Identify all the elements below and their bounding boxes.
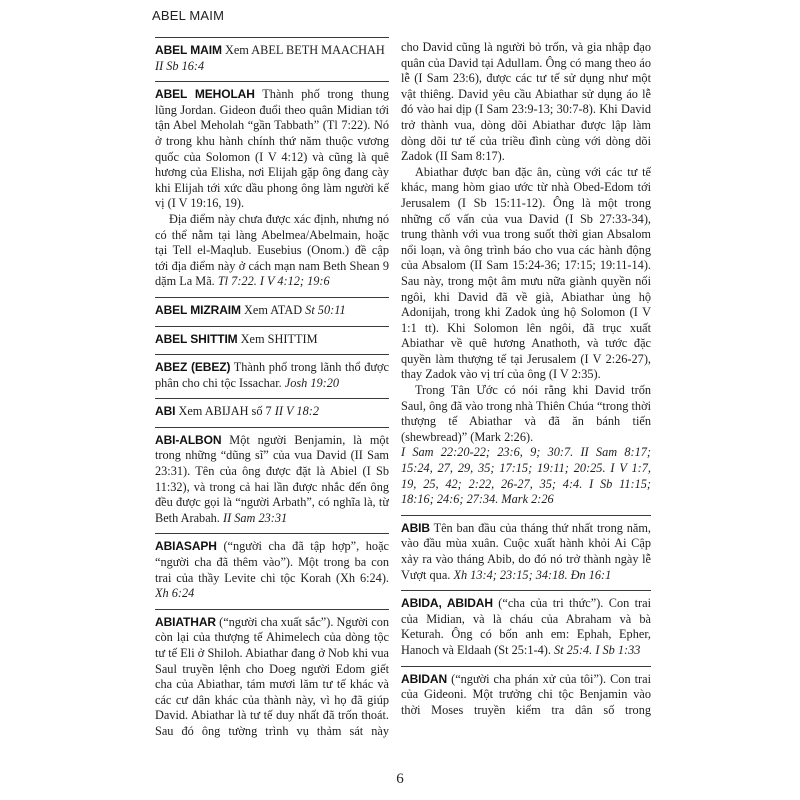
dictionary-entry-abiathar — [155, 609, 389, 740]
entry-paragraph — [155, 303, 389, 319]
dictionary-entry-abel-meholah — [155, 81, 389, 290]
dictionary-entry-abiathar-continued — [401, 40, 651, 508]
entry-paragraph — [155, 433, 389, 527]
definition-text: Abiathar được ban đặc ân, cùng với các tư tế khác, mang hòm giao ước từ nhà Obed-Edom tới Jerusalem (I Sb 15:11-12). Ông là một trong những cố vấn của vua David (I Sb 27:33-34), trung thành với vua trong suốt thời gian Absalom nổi loạn, và ông trình báo cho vua các hành động của Absalom (II Sam 15:24-36; 17:15; 19:11-14). Sau này, trong một âm mưu nữa giành quyền nối ngôi, khi David đã về già, Abiathar ủng hộ Adonijah, trong khi Zadok ủng hộ Solomon (I V 1:1 tt). Khi Solomon lên ngôi, đã trục xuất Abiathar về quê hương Anathoth, và tước đặc quyền làm thượng tế tại Jerusalem (I V 2:26-27), thay Zadok vào vị trí của ông (I V 2:35). — [401, 164, 651, 382]
entry-paragraph — [155, 615, 389, 740]
page-number: 6 — [396, 771, 404, 787]
definition-text: Địa điểm này chưa được xác định, nhưng nó có thể nằm tại làng Abelmea/Abelmain, hoặc tại Tell el-Maqlub. Eusebius (Onom.) đề cập tới địa điểm này ở cách mạn nam Beth Shean 9 dặm La Mã. — [155, 211, 389, 289]
dictionary-entry-abiasaph — [155, 533, 389, 601]
headword: ABEL MAIM — [155, 43, 222, 57]
scripture-references: II Sam 23:31 — [222, 510, 288, 525]
headword: ABEL SHITTIM — [155, 331, 238, 346]
headword: ABIB — [401, 520, 430, 535]
scripture-references: Josh 19:20 — [284, 375, 340, 390]
definition-text: (“người cha xuất sắc”). Người con còn lại của thượng tế Ahimelech của dòng tộc tư tế Eli ở Shiloh. Abiathar đang ở Nob khi vua Saul truyền lệnh cho Doeg người Edom giết cha của Abiathar, tám mươi lăm tư tế khác và các cư dân khác của thành này, vì họ đã giúp David. Abiathar là tư tế duy nhất đã trốn thoát. Sau đó ông tường trình vụ thảm sát này — [155, 614, 389, 738]
definition-text: Xem ABEL BETH MAACHAH — [224, 43, 385, 57]
headword: ABIATHAR — [155, 614, 216, 629]
definition-text: (“người cha phán xử của tôi”). Con trai của Gideoni. Một trưởng chi tộc Benjamin vào thời Moses truyền kiểm tra dân số trong — [401, 671, 651, 717]
definition-text: Xem ATAD — [243, 302, 303, 317]
scripture-references: St 25:4. I Sb 1:33 — [554, 642, 641, 657]
right-column — [401, 40, 651, 764]
headword: ABI-ALBON — [155, 432, 222, 447]
dictionary-entry-abi-albon — [155, 427, 389, 527]
entry-paragraph — [401, 40, 651, 165]
entry-paragraph — [401, 672, 651, 719]
entry-paragraph — [155, 332, 389, 348]
left-column — [155, 37, 389, 764]
dictionary-entry-abidan — [401, 666, 651, 719]
headword: ABEL MIZRAIM — [155, 302, 241, 317]
entry-paragraph — [155, 43, 389, 74]
scripture-references: Tl 7:22. I V 4:12; 19:6 — [217, 274, 330, 289]
scripture-references: Xh 13:4; 23:15; 34:18. Đn 16:1 — [453, 567, 612, 582]
definition-text: Xem ABIJAH số 7 — [178, 404, 272, 419]
headword: ABEZ (EBEZ) — [155, 360, 231, 375]
dictionary-entry-abel-shittim — [155, 326, 389, 348]
headword: ABEL MEHOLAH — [155, 87, 255, 102]
entry-paragraph — [401, 521, 651, 583]
dictionary-entry-abi — [155, 398, 389, 420]
definition-text: Trong Tân Ước có nói rằng khi David trốn Saul, ông đã vào trong nhà Thiên Chúa “trong thời thượng tế Abiathar và đã ăn bánh tiến (shewbread)” (Mark 2:26). — [401, 383, 651, 444]
entry-paragraph — [155, 360, 389, 391]
definition-text: Xem SHITTIM — [240, 331, 318, 346]
entry-paragraph — [155, 212, 389, 290]
definition-text: Tên ban đầu của tháng thứ nhất trong năm, vào đầu mùa xuân. Cuộc xuất hành khỏi Ai Cập xảy ra vào tháng Abib, do đó nó trở thành ngày lễ Vượt qua. — [401, 520, 651, 582]
dictionary-entry-abel-mizraim — [155, 297, 389, 319]
definition-text: Thành phố trong lãnh thổ được phân cho chi tộc Issachar. — [155, 360, 389, 390]
entry-paragraph — [401, 383, 651, 445]
entry-paragraph — [401, 596, 651, 658]
headword: ABIDAN — [401, 671, 448, 686]
running-head: ABEL MAIM — [152, 8, 225, 23]
headword: ABI — [155, 404, 176, 419]
dictionary-entry-abez — [155, 354, 389, 391]
entry-paragraph — [155, 404, 389, 420]
dictionary-entry-abib — [401, 515, 651, 583]
definition-text: (“người cha đã tập hợp”, hoặc “người cha đã thêm vào”). Một trong ba con trai của thầy Levite chi tộc Korah (Xh 6:24). — [155, 539, 389, 585]
scripture-references: I Sam 22:20-22; 23:6, 9; 30:7. II Sam 8:17; 15:24, 27, 29, 35; 17:15; 19:11; 20:25. I V 1:7, 19, 25, 42; 2:22, 26-27, 35; 4:4. I Sb 11:15; 18:16; 24:6; 27:34. Mark 2:26 — [401, 445, 651, 507]
entry-paragraph — [155, 87, 389, 212]
dictionary-entry-abida — [401, 590, 651, 658]
scripture-references: II V 18:2 — [274, 404, 319, 419]
scripture-references: II Sb 16:4 — [155, 58, 205, 73]
definition-text: Thành phố trong thung lũng Jordan. Gideon đuổi theo quân Midian tới tận Abel Meholah “gần Tabbath” (Tl 7:22). Nó ở trong khu hành chính thứ năm thuộc vương quốc của Solomon (I V 4:12) và cũng là quê hương của Elisha, nơi Elijah gặp ông đang cày khi Elijah tới xức dầu phong ông làm người kế vị (I V 19:16, 19). — [155, 87, 389, 211]
definition-text: cho David cũng là người bỏ trốn, và gia nhập đạo quân của David tại Adullam. Ông có mang theo áo lễ (I Sam 23:6), được các tư tế sử dụng như một vật thiêng. David yêu cầu Abiathar sử dụng áo lễ đó vào hai dịp (I Sam 23:9-13; 30:7-8). Khi David trở thành vua, dòng dõi Abiathar được lập làm dòng dõi tư tế của triều đình cùng với dòng dõi Zadok (II Sam 8:17). — [401, 40, 651, 164]
definition-text: Một người Benjamin, là một trong những “dũng sĩ” của vua David (II Sam 23:31). Tên của ông được đặt là Abiel (I Sb 11:32), và trong cả hai lần được nhắc đến ông đều được gọi là “người Arbath”, có nghĩa là, từ Beth Arabah. — [155, 432, 389, 525]
headword: ABIASAPH — [155, 539, 217, 554]
entry-paragraph — [401, 165, 651, 383]
scripture-references: St 50:11 — [305, 302, 346, 317]
definition-text: (“cha của tri thức”). Con trai của Midian, và là cháu của Abraham và bà Keturah. Ông có bốn anh em: Ephah, Epher, Hanoch và Eldaah (St 25:1-4). — [401, 596, 651, 657]
headword: ABIDA, ABIDAH — [401, 596, 493, 611]
entry-paragraph — [155, 539, 389, 601]
scripture-references: Xh 6:24 — [155, 586, 195, 601]
dictionary-entry-abel-maim — [155, 37, 389, 74]
